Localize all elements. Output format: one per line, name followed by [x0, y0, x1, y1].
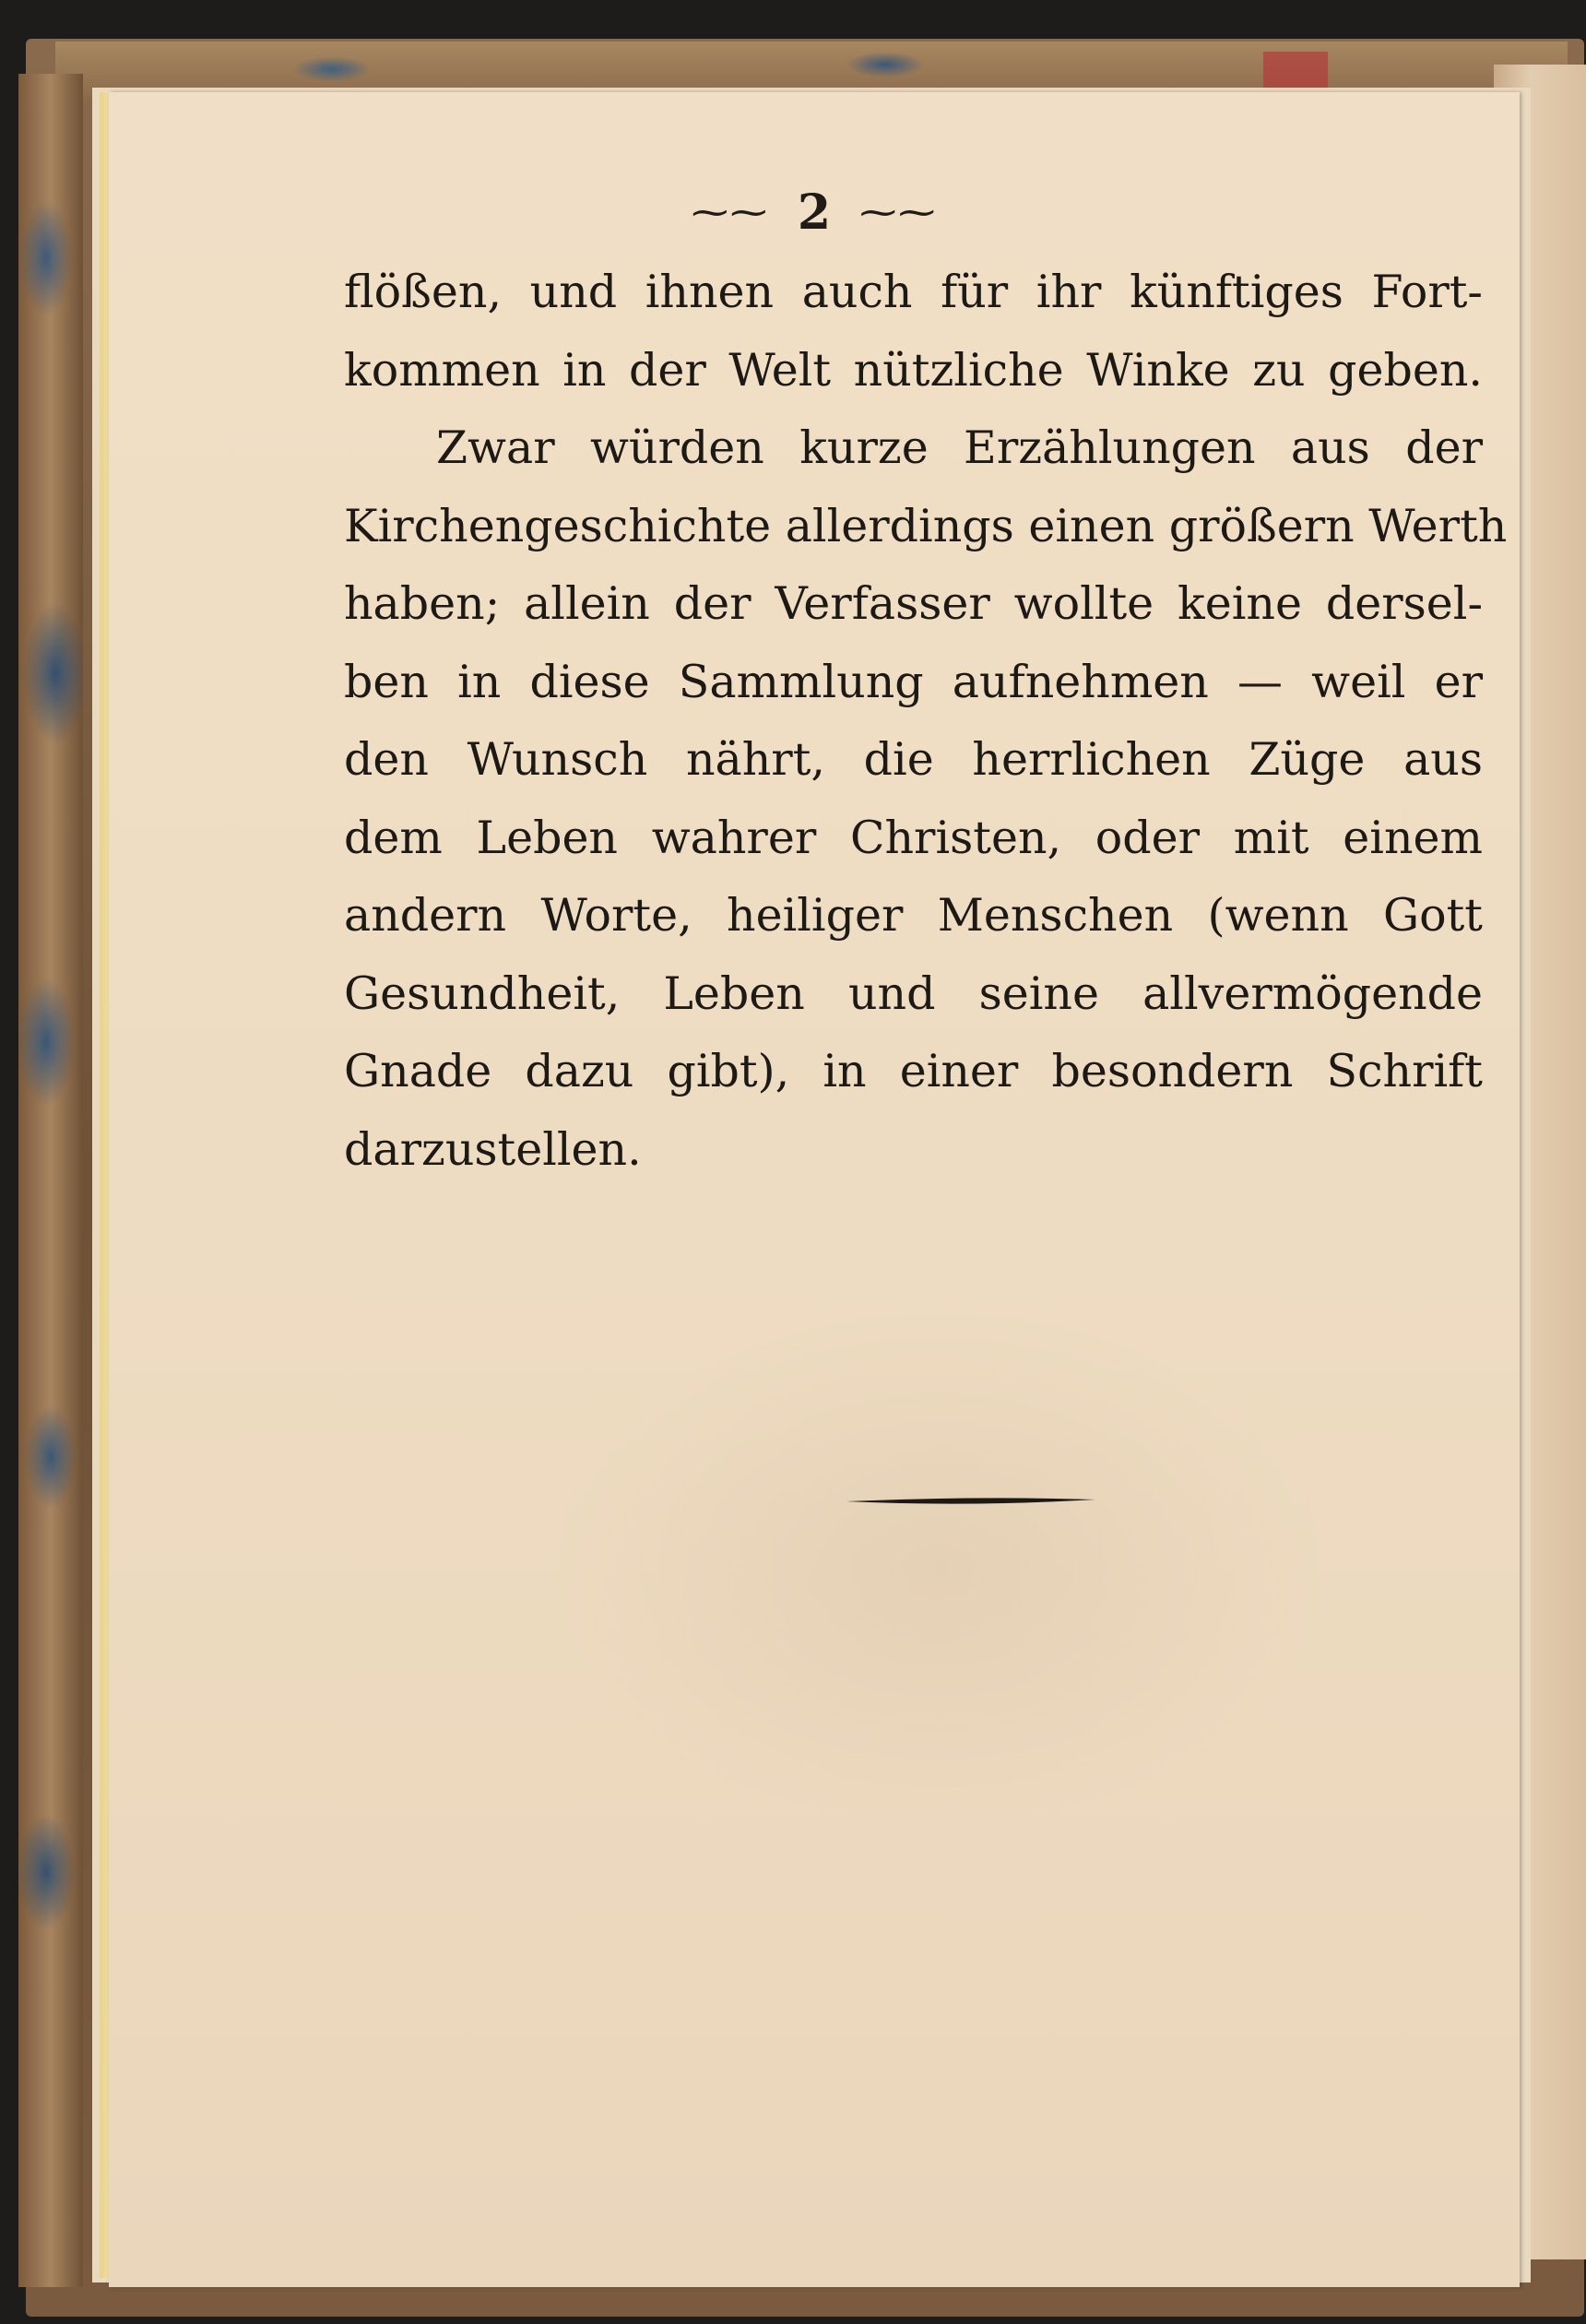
page-number: 2 — [797, 184, 832, 241]
ornament-left: ⁓⁓ — [691, 191, 769, 234]
ornament-right: ⁓⁓ — [859, 191, 938, 234]
text-line: Gnade dazu gibt), in einer besondern Schrift — [344, 1045, 1483, 1097]
text-line: andern Worte, heiliger Menschen (wenn Gott — [344, 889, 1483, 942]
text-line: kommen in der Welt nützliche Winke zu geben. — [344, 343, 1483, 397]
text-line: darzustellen. — [344, 1122, 642, 1176]
text-line: ben in diese Sammlung aufnehmen — weil er — [344, 655, 1483, 708]
text-line: dem Leben wahrer Christen, oder mit einem — [344, 811, 1483, 864]
text-line: flößen, und ihnen auch für ihr künftiges Fort- — [344, 266, 1483, 318]
page-header — [109, 184, 1520, 241]
end-rule — [846, 1496, 1095, 1507]
text-line: Zwar würden kurze Erzählungen aus der — [436, 421, 1483, 474]
text-line: haben; allein der Verfasser wollte keine dersel- — [344, 577, 1483, 630]
marbled-cover-edge — [18, 74, 83, 2287]
text-line: den Wunsch nährt, die herrlichen Züge aus — [344, 733, 1483, 786]
body-text — [344, 254, 1508, 1189]
book-page — [109, 92, 1520, 2287]
red-bookmark — [1263, 52, 1328, 89]
text-line: Kirchengeschichte allerdings einen größern Werth — [344, 499, 1508, 552]
text-line: Gesundheit, Leben und seine allvermögende — [344, 966, 1483, 1020]
